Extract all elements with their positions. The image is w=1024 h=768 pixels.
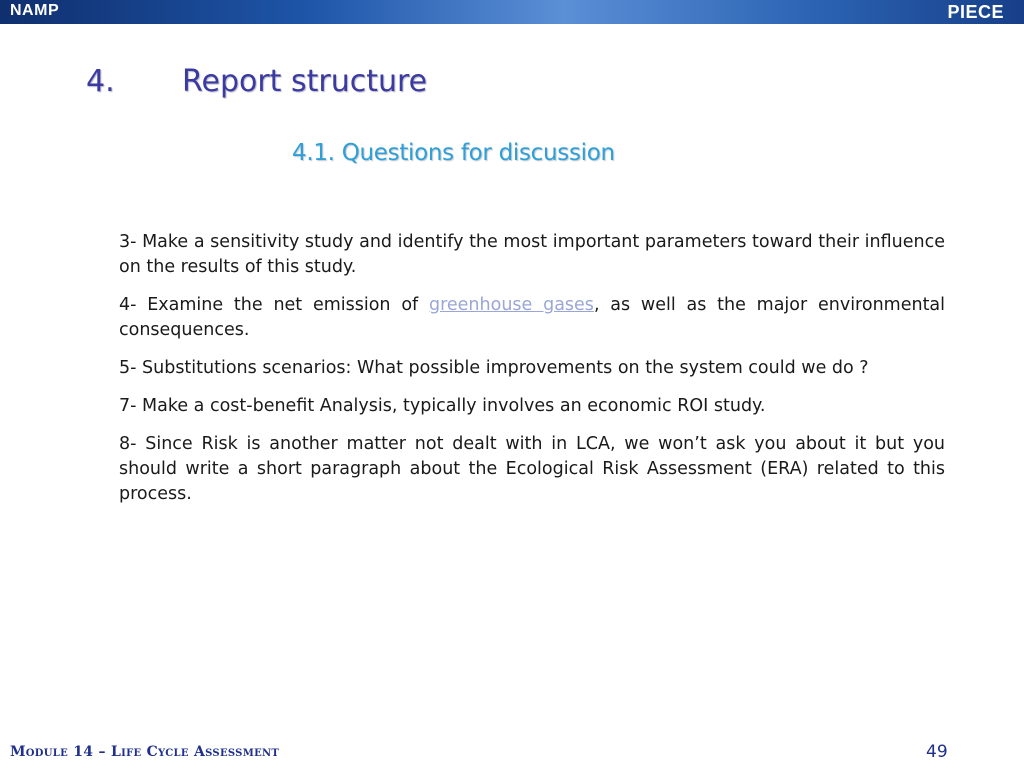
greenhouse-gases-link[interactable]: greenhouse gases	[428, 295, 594, 315]
discussion-item-7: 7- Make a cost-benefit Analysis, typically involves an economic ROI study.	[119, 396, 766, 416]
slide-title-text: Report structure	[182, 64, 428, 99]
slide-title	[86, 64, 427, 99]
discussion-item-3: 3- Make a sensitivity study and identify the most important parameters toward their influence on the results of this study.	[119, 232, 945, 277]
header-left-label: NAMP	[10, 2, 60, 19]
header-right-label: PIECE	[947, 2, 1004, 22]
footer-module-label: Module 14 – Life Cycle Assessment	[10, 744, 280, 760]
footer-page-number: 49	[926, 742, 948, 762]
discussion-list	[119, 230, 945, 520]
slide-subtitle: 4.1. Questions for discussion	[292, 140, 615, 166]
header-bar	[0, 0, 1024, 24]
discussion-item-4-suffix: , as well as the major environmental consequences.	[119, 295, 946, 340]
discussion-item-5: 5- Substitutions scenarios: What possible improvements on the system could we do ?	[119, 358, 869, 378]
discussion-item-4	[119, 293, 945, 343]
discussion-item-8: 8- Since Risk is another matter not dealt with in LCA, we won’t ask you about it but you should write a short paragraph about the Ecological Risk Assessment (ERA) related to this process.	[119, 434, 945, 504]
discussion-item-4-prefix: 4- Examine the net emission of	[119, 295, 429, 315]
slide-title-number: 4.	[86, 64, 115, 99]
